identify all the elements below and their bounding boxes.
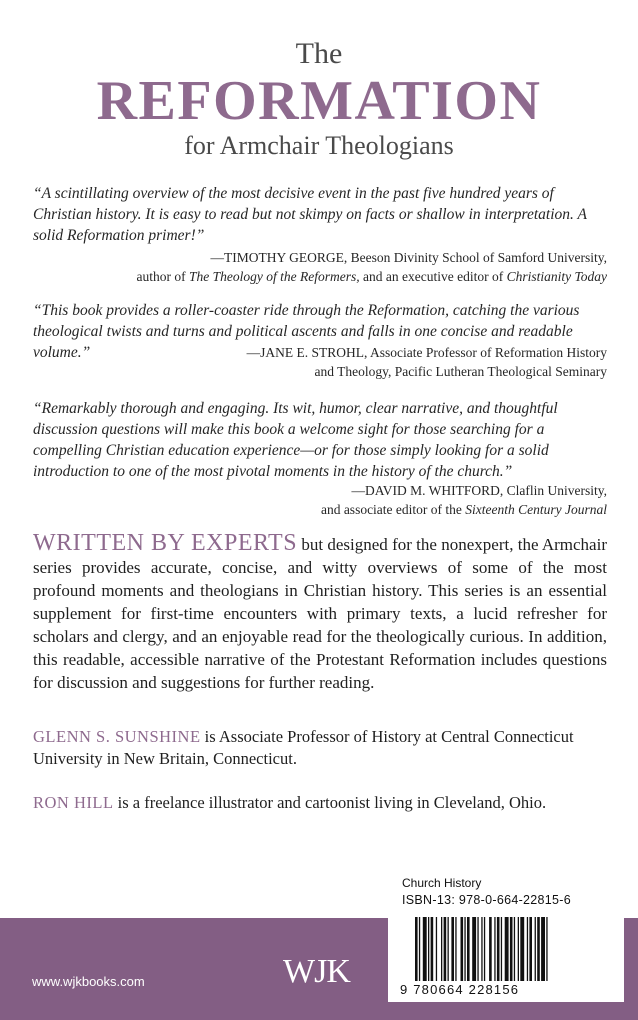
book-subtitle: for Armchair Theologians [184,131,454,160]
barcode-bar [541,917,545,981]
barcode-number: 9 780664 228156 [400,982,520,997]
barcode-bar [455,917,456,981]
barcode-bar [501,917,502,981]
barcode-bar [505,917,509,981]
barcode-bar [467,917,470,981]
endorsement-quote-1: “A scintillating overview of the most decisive event in the past five hundred years of Christian history. It is easy to read but not skimpy on facts or shallow in interpretation. A solid Reformation primer!” [33,185,587,244]
publisher-website: www.wjkbooks.com [32,974,145,989]
illustrator-bio [33,792,613,814]
barcode-bar [520,917,524,981]
description-lead: WRITTEN BY EXPERTS [33,530,298,556]
barcode-bar [514,917,515,981]
title-block [0,38,638,160]
attribution-line: —DAVID M. WHITFORD, Claflin University, [351,483,607,498]
barcode-bar [494,917,495,981]
barcode-bar [510,917,513,981]
barcode-bar [472,917,476,981]
publisher-logo: WJK [283,953,350,990]
barcode-bar [481,917,482,981]
barcode-bar [423,917,427,981]
barcode-bar [428,917,429,981]
isbn-label: ISBN-13: 978-0-664-22815-6 [402,893,572,907]
barcode-bar [431,917,434,981]
barcode-bar [518,917,519,981]
barcode-bar [497,917,500,981]
barcode-bar [489,917,492,981]
attribution-line: and Theology, Pacific Lutheran Theological Seminary [314,364,607,379]
barcode [413,917,613,981]
attribution-line: —TIMOTHY GEORGE, Beeson Divinity School of Samford University, [210,250,607,265]
barcode-bar [436,917,437,981]
attribution-line: author of The Theology of the Reformers, and an executive editor of Christianity Today [136,269,607,284]
endorsement-attribution-1 [47,248,607,286]
endorsement-attribution-2 [47,343,607,381]
attribution-line: —JANE E. STROHL, Associate Professor of Reformation History [246,345,607,360]
author-bio [33,726,613,770]
barcode-bar [484,917,485,981]
book-title: REFORMATION [96,70,542,132]
title-the: The [295,37,343,70]
barcode-bar [444,917,447,981]
barcode-bar [527,917,528,981]
author-name: GLENN S. SUNSHINE [33,727,201,746]
barcode-bar [535,917,536,981]
barcode-bar [464,917,465,981]
attribution-line: and associate editor of the Sixteenth Century Journal [320,502,607,517]
description-body: but designed for the nonexpert, the Armchair series provides accurate, concise, and witty overviews of some of the most profound moments and theologians in Christian history. This series is an essential supplement for first-time encounters with primary texts, a lucid refresher for scholars and clergy, and an enjoyable read for the theologically curious. In addition, this readable, accessible narrative of the Protestant Reformation includes questions for discussion and suggestions for further reading. [33,535,607,692]
barcode-bar [441,917,442,981]
author-bio-text: is Associate Professor of History at Central Connecticut University in New Britain, Connecticut. [33,727,574,768]
barcode-bar [529,917,532,981]
endorsement-quote-3: “Remarkably thorough and engaging. Its wit, humor, clear narrative, and thoughtful discussion questions will make this book a welcome sight for those searching for a compelling Christian education experience—or for those simply looking for a solid introduction to one of the most pivotal moments in the history of the church.” [33,400,558,480]
barcode-bar [546,917,547,981]
illustrator-name: RON HILL [33,793,114,812]
endorsement-quote-2: “This book provides a roller-coaster ride through the Reformation, catching the various theological twists and turns and political ascents and falls in one concise and readable volume.” [33,302,580,361]
barcode-bar [451,917,454,981]
barcode-bar [415,917,418,981]
endorsement-attribution-3 [47,481,607,519]
illustrator-bio-text: is a freelance illustrator and cartoonist living in Cleveland, Ohio. [113,793,547,812]
barcode-bar [477,917,478,981]
barcode-bar [448,917,449,981]
barcode-bar [537,917,540,981]
barcode-bar [419,917,420,981]
category-label: Church History [402,876,482,890]
book-description [33,532,607,694]
barcode-bar [461,917,464,981]
